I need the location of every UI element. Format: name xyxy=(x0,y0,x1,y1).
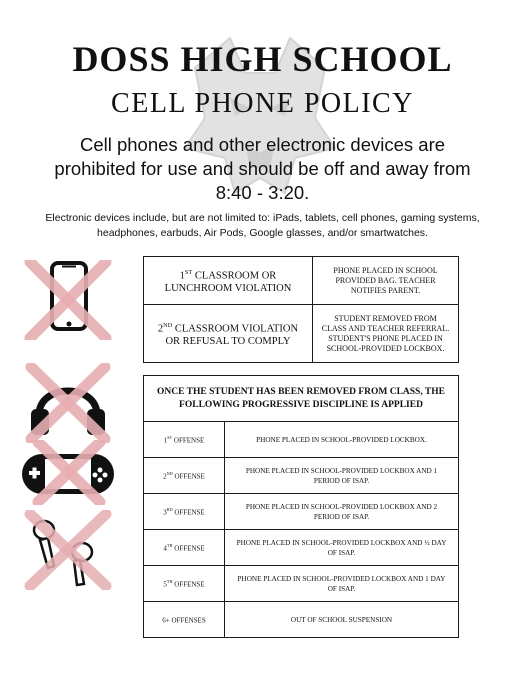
table-row xyxy=(144,566,459,602)
table-row xyxy=(144,530,459,566)
discipline-table xyxy=(143,375,459,638)
earbuds-icon xyxy=(22,510,114,590)
violation-label: 1ST CLASSROOM OR LUNCHROOM VIOLATION xyxy=(144,257,313,305)
table-row xyxy=(144,458,459,494)
offense-consequence: PHONE PLACED IN SCHOOL-PROVIDED LOCKBOX AND 2 PERIOD OF ISAP. xyxy=(225,494,459,530)
offense-label: 2ND OFFENSE xyxy=(144,458,225,494)
table-row xyxy=(144,602,459,638)
offense-label: 3RD OFFENSE xyxy=(144,494,225,530)
game-console-icon xyxy=(18,440,118,505)
violation-row xyxy=(144,257,459,305)
offense-label: 1ST OFFENSE xyxy=(144,422,225,458)
table-row xyxy=(144,494,459,530)
policy-intro: Cell phones and other electronic devices are prohibited for use and should be off and away from 8:40 - 3:20. xyxy=(54,134,471,203)
discipline-heading: ONCE THE STUDENT HAS BEEN REMOVED FROM CLASS, THE FOLLOWING PROGRESSIVE DISCIPLINE IS APPLIED xyxy=(144,376,459,422)
table-row xyxy=(144,422,459,458)
discipline-heading-row xyxy=(144,376,459,422)
offense-consequence: PHONE PLACED IN SCHOOL-PROVIDED LOCKBOX AND ½ DAY OF ISAP. xyxy=(225,530,459,566)
offense-consequence: PHONE PLACED IN SCHOOL-PROVIDED LOCKBOX AND 1 DAY OF ISAP. xyxy=(225,566,459,602)
offense-consequence: OUT OF SCHOOL SUSPENSION xyxy=(225,602,459,638)
violation-label: 2ND CLASSROOM VIOLATION OR REFUSAL TO COMPLY xyxy=(144,305,313,363)
violation-result: PHONE PLACED IN SCHOOL PROVIDED BAG. TEACHER NOTIFIES PARENT. xyxy=(313,257,459,305)
devices-note: Electronic devices include, but are not limited to: iPads, tablets, cell phones, gaming systems, headphones, earbuds, Air Pods, Google glasses, and/or smartwatches. xyxy=(45,212,480,239)
phone-icon xyxy=(22,260,114,340)
violation-row xyxy=(144,305,459,363)
offense-consequence: PHONE PLACED IN SCHOOL-PROVIDED LOCKBOX AND 1 PERIOD OF ISAP. xyxy=(225,458,459,494)
offense-label: 4TH OFFENSE xyxy=(144,530,225,566)
policy-title: CELL PHONE POLICY xyxy=(111,88,414,119)
offense-label: 5TH OFFENSE xyxy=(144,566,225,602)
headphones-icon xyxy=(25,363,111,443)
offense-consequence: PHONE PLACED IN SCHOOL-PROVIDED LOCKBOX. xyxy=(225,422,459,458)
violations-table xyxy=(143,256,459,363)
school-title: DOSS HIGH SCHOOL xyxy=(72,39,453,79)
offense-label: 6+ OFFENSES xyxy=(144,602,225,638)
violation-result: STUDENT REMOVED FROM CLASS AND TEACHER REFERRAL. STUDENT'S PHONE PLACED IN SCHOOL-PROVIDED LOCKBOX. xyxy=(313,305,459,363)
